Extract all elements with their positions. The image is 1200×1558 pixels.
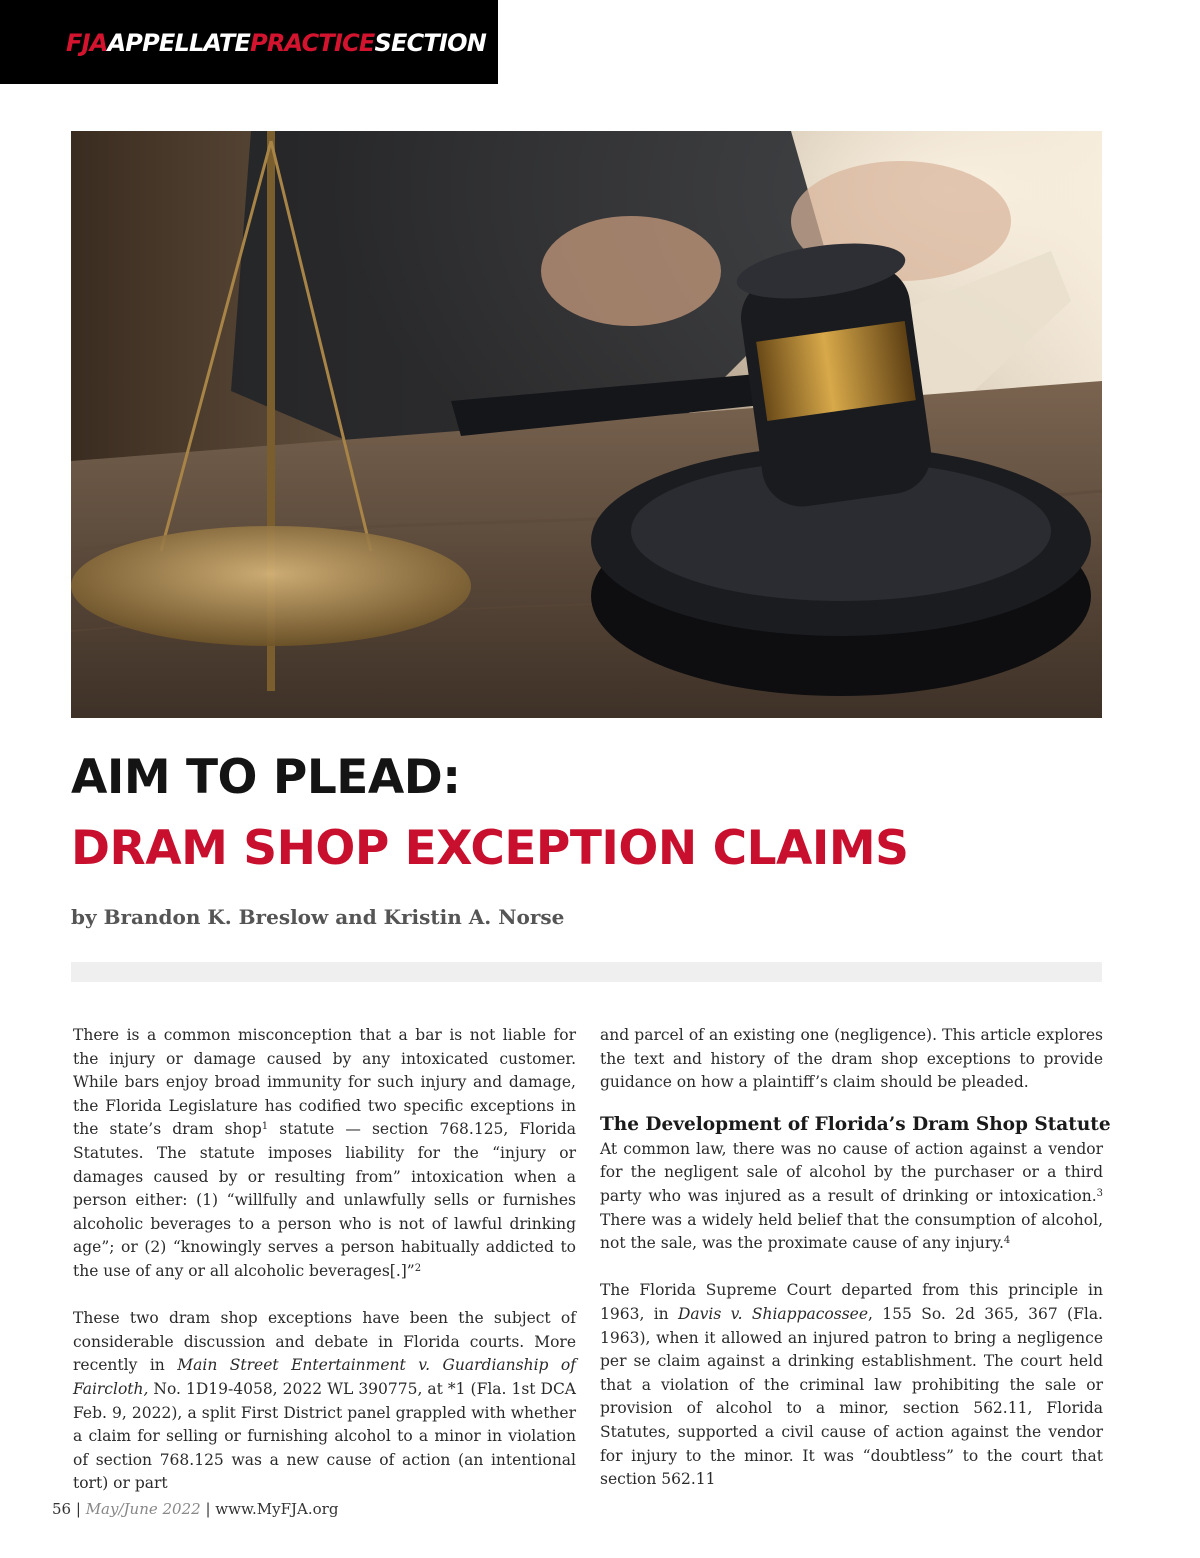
page-number: 56 (52, 1500, 72, 1518)
case-citation: Main Street Entertainment v. Guardianship of Faircloth, (73, 1356, 576, 1398)
headline-line-2: DRAM SHOP EXCEPTION CLAIMS (71, 821, 909, 876)
text-run: No. 1D19-4058, 2022 WL 390775, at *1 (Fla. 1st DCA Feb. 9, 2022), a split First District panel grappled with whether a claim for selling or furnishing alcohol to a minor in violation of section 768.125 was a new cause of action (an intentional tort) or part (73, 1379, 576, 1493)
section-heading: The Development of Florida’s Dram Shop Statute (600, 1113, 1111, 1135)
section-word-appellate: APPELLATE (107, 29, 251, 57)
text-run: There was a widely held belief that the consumption of alcohol, not the sale, was the proximate cause of any injury. (600, 1210, 1103, 1253)
paragraph (600, 1024, 1103, 1095)
headline-line-1: AIM TO PLEAD: (71, 750, 461, 805)
text-run: and parcel of an existing one (negligence). This article explores the text and history of the dram shop exceptions to provide guidance on how a plaintiff’s claim should be pleaded. (600, 1026, 1103, 1092)
section-label (66, 28, 486, 58)
text-run: At common law, there was no cause of action against a vendor for the negligent sale of alcohol by the purchaser or a third party who was injured as a result of drinking or intoxication. (600, 1139, 1103, 1205)
issue-date: May/June 2022 (85, 1500, 201, 1518)
body-column-left (73, 1024, 576, 1496)
text-run: statute — section 768.125, Florida Statutes. The statute imposes liability for the “injury or damages caused by or resulting from” intoxication when a person either: (1) “willfully and unlawfully sells or furnishes alcoholic beverages to a person who is not of lawful drinking age”; or (2) “knowingly serves a person habitually addicted to the use of any or all alcoholic beverages[.]” (73, 1120, 577, 1280)
body-column-right (600, 1024, 1111, 1492)
text-run: There is a common misconception that a bar is not liable for the injury or damage caused by any intoxicated customer. While bars enjoy broad immunity for such injury and damage, the Florida Legislature has codified two specific exceptions in the state’s dram shop (73, 1026, 576, 1139)
paragraph (600, 1279, 1103, 1491)
page-footer (52, 1500, 338, 1518)
divider-bar (71, 962, 1102, 982)
separator: | (200, 1500, 216, 1518)
section-prefix: FJA (66, 29, 108, 57)
footnote-ref: 2 (414, 1262, 422, 1274)
paragraph (73, 1024, 576, 1284)
section-word-section: SECTION (374, 29, 486, 57)
footnote-ref: 1 (261, 1121, 269, 1133)
website-link[interactable]: www.MyFJA.org (215, 1500, 339, 1518)
text-run: These two dram shop exceptions have been the subject of considerable discussion and debate in Florida courts. More recently in (73, 1309, 576, 1375)
paragraph (600, 1138, 1103, 1256)
footnote-ref: 4 (1003, 1235, 1011, 1247)
text-run: , 155 So. 2d 365, 367 (Fla. 1963), when it allowed an injured patron to bring a negligence per se claim against a drinking establishment. The court held that a violation of the criminal law prohibiting the sale or provision of alcohol to a minor, section 562.11, Florida Statutes, supported a civil cause of action against the vendor for injury to the minor. It was “doubtless” to the court that section 562.11 (600, 1304, 1103, 1489)
section-header-tab (0, 0, 498, 84)
text-run: The Florida Supreme Court departed from this principle in 1963, in (600, 1281, 1103, 1323)
footnote-ref: 3 (1096, 1187, 1103, 1199)
gavel-and-scales-illustration (71, 131, 1102, 718)
section-word-practice: PRACTICE (250, 29, 375, 57)
hero-photo (71, 131, 1102, 718)
case-citation: Davis v. Shiappacossee (678, 1304, 869, 1323)
paragraph (73, 1307, 576, 1496)
byline: by Brandon K. Breslow and Kristin A. Norse (71, 905, 565, 929)
separator: | (71, 1500, 86, 1518)
